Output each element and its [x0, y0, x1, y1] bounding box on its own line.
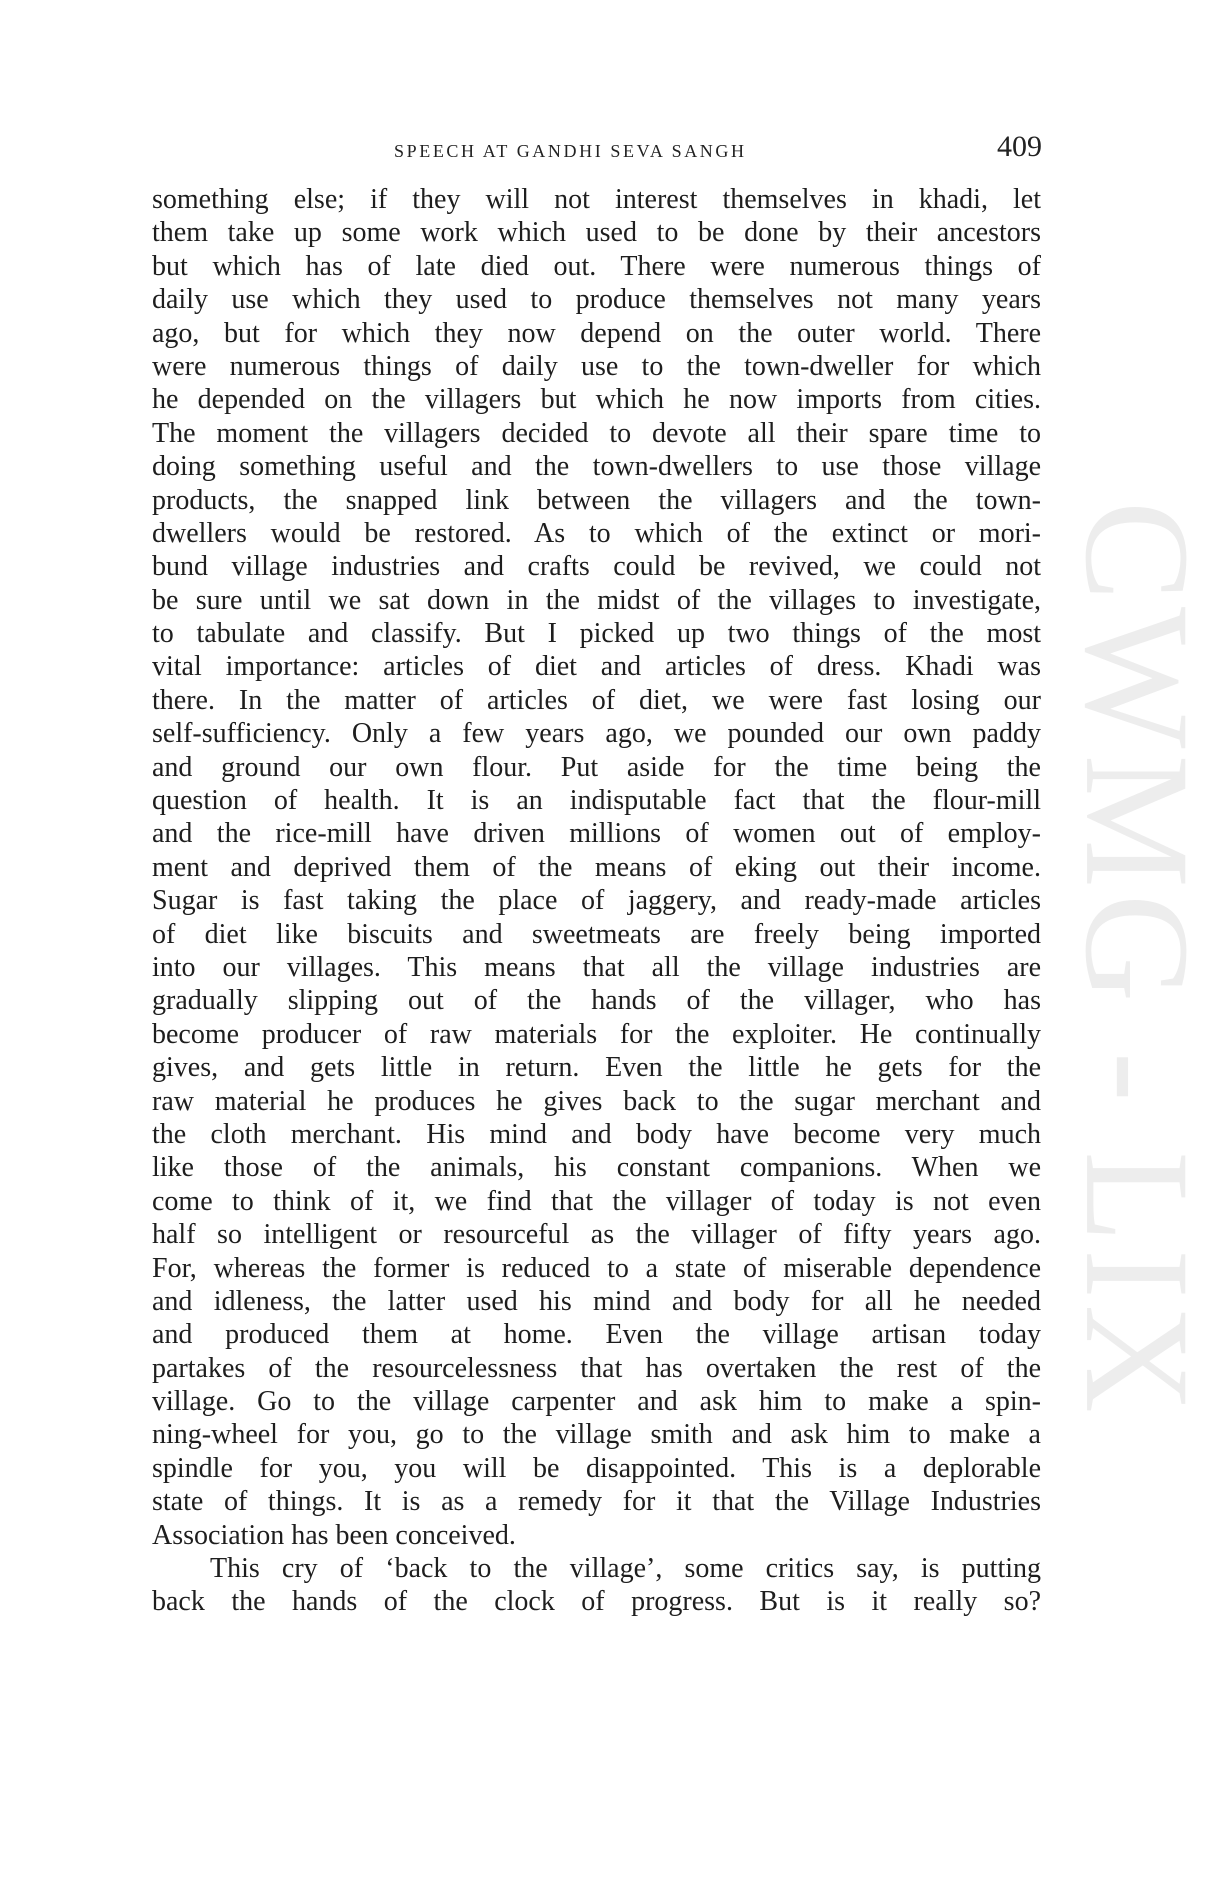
- text-line: to tabulate and classify. But I picked up two things of the most: [152, 618, 1041, 650]
- text-line: village. Go to the village carpenter and ask him to make a spin-: [152, 1386, 1041, 1418]
- paragraph: [152, 183, 1041, 1552]
- text-line: were numerous things of daily use to the town-dweller for which: [152, 350, 1041, 382]
- text-line: and produced them at home. Even the village artisan today: [152, 1319, 1041, 1351]
- text-line: raw material he produces he gives back to the sugar merchant and: [152, 1085, 1041, 1117]
- text-line: Sugar is fast taking the place of jaggery, and ready-made articles: [152, 885, 1041, 917]
- text-line: back the hands of the clock of progress. But is it really so?: [152, 1586, 1041, 1618]
- text-line: This cry of ‘back to the village’, some critics say, is putting: [210, 1553, 1041, 1585]
- text-line: doing something useful and the town-dwellers to use those village: [152, 451, 1041, 483]
- text-line: come to think of it, we find that the villager of today is not even: [152, 1185, 1041, 1217]
- text-line: For, whereas the former is reduced to a state of miserable dependence: [152, 1252, 1041, 1284]
- text-line: ago, but for which they now depend on the outer world. There: [152, 317, 1041, 349]
- text-line: become producer of raw materials for the exploiter. He continually: [152, 1018, 1041, 1050]
- text-line: gradually slipping out of the hands of the villager, who has: [152, 985, 1041, 1017]
- text-line: spindle for you, you will be disappointed. This is a deplorable: [152, 1452, 1041, 1484]
- paragraph: [152, 1552, 1041, 1619]
- text-line: daily use which they used to produce themselves not many years: [152, 284, 1041, 316]
- body-text: [152, 183, 1041, 1619]
- text-line: and ground our own flour. Put aside for the time being the: [152, 751, 1041, 783]
- running-head: [152, 130, 1042, 170]
- text-line: but which has of late died out. There were numerous things of: [152, 250, 1041, 282]
- text-line: into our villages. This means that all the village industries are: [152, 951, 1041, 983]
- text-line: ment and deprived them of the means of eking out their income.: [152, 851, 1041, 883]
- text-line: and the rice-mill have driven millions of women out of employ-: [152, 818, 1041, 850]
- page-number: 409: [997, 130, 1042, 163]
- text-line: be sure until we sat down in the midst of the villages to investigate,: [152, 584, 1041, 616]
- running-title: [394, 140, 747, 163]
- text-line: the cloth merchant. His mind and body have become very much: [152, 1118, 1041, 1150]
- text-line: vital importance: articles of diet and articles of dress. Khadi was: [152, 651, 1041, 683]
- text-line: self-sufficiency. Only a few years ago, we pounded our own paddy: [152, 718, 1041, 750]
- text-line: state of things. It is as a remedy for it that the Village Industries: [152, 1486, 1041, 1518]
- watermark: [1054, 500, 1220, 1420]
- text-line: of diet like biscuits and sweetmeats are freely being imported: [152, 918, 1041, 950]
- text-line: The moment the villagers decided to devote all their spare time to: [152, 417, 1041, 449]
- text-line: question of health. It is an indisputable fact that the flour-mill: [152, 785, 1041, 817]
- text-line: and idleness, the latter used his mind and body for all he needed: [152, 1285, 1041, 1317]
- text-line: Association has been conceived.: [152, 1519, 516, 1551]
- text-line: like those of the animals, his constant companions. When we: [152, 1152, 1041, 1184]
- text-line: dwellers would be restored. As to which of the extinct or mori-: [152, 517, 1041, 549]
- text-line: bund village industries and crafts could be revived, we could not: [152, 551, 1041, 583]
- text-line: gives, and gets little in return. Even the little he gets for the: [152, 1052, 1041, 1084]
- text-line: he depended on the villagers but which he now imports from cities.: [152, 384, 1041, 416]
- watermark-text: CWMG - LIX: [1054, 500, 1220, 1420]
- running-title-text: SPEECH AT GANDHI SEVA SANGH: [394, 141, 747, 161]
- text-line: there. In the matter of articles of diet, we were fast losing our: [152, 684, 1041, 716]
- text-line: partakes of the resourcelessness that has overtaken the rest of the: [152, 1352, 1041, 1384]
- text-line: products, the snapped link between the villagers and the town-: [152, 484, 1041, 516]
- text-line: ning-wheel for you, go to the village smith and ask him to make a: [152, 1419, 1041, 1451]
- text-line: half so intelligent or resourceful as the villager of fifty years ago.: [152, 1219, 1041, 1251]
- text-line: them take up some work which used to be done by their ancestors: [152, 217, 1041, 249]
- text-line: something else; if they will not interest themselves in khadi, let: [152, 184, 1041, 215]
